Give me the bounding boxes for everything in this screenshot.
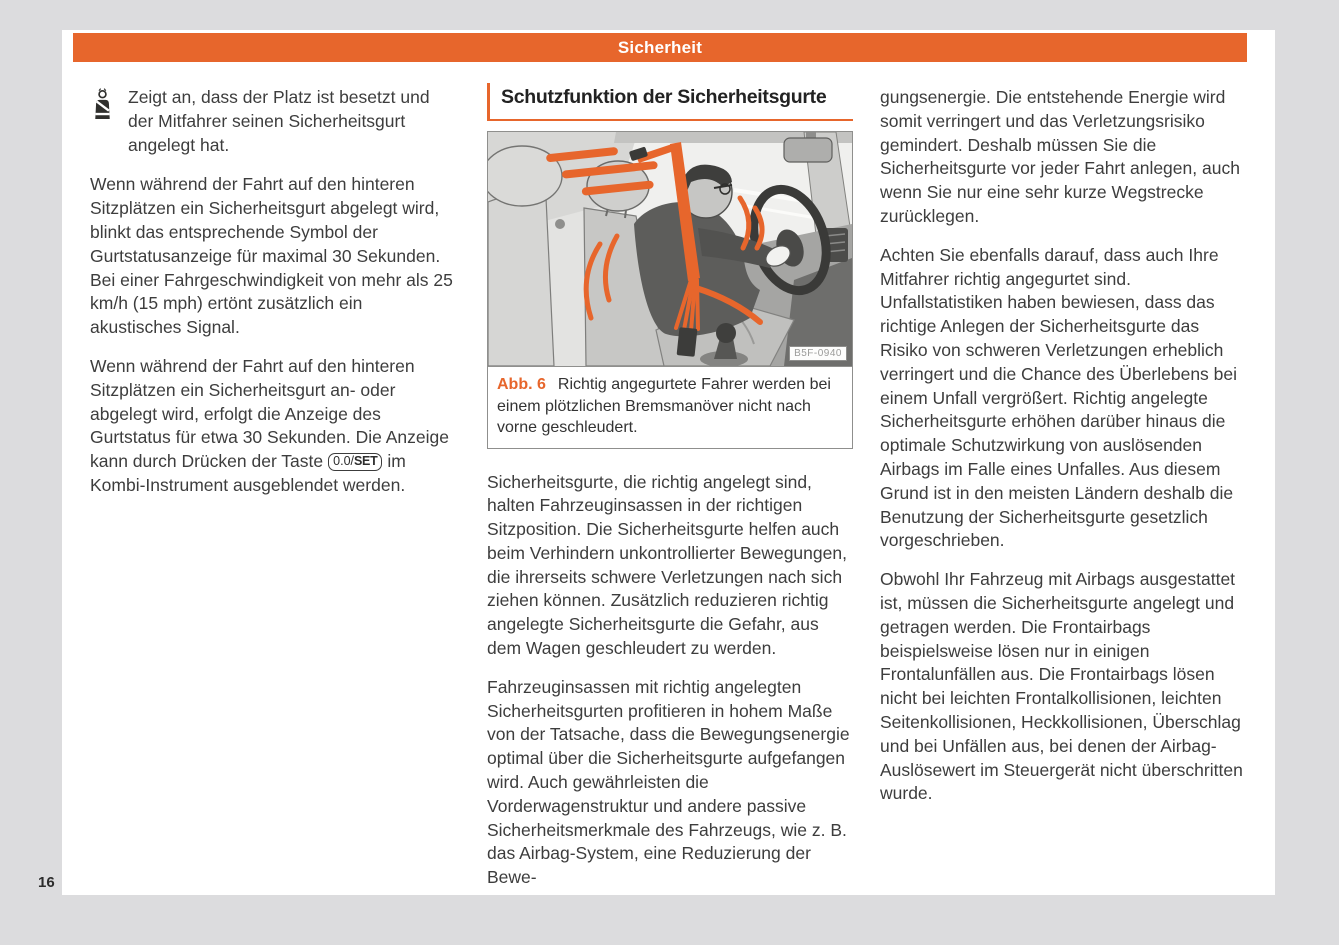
figure-abb-6 bbox=[487, 131, 853, 449]
odometer-button-set-label: SET bbox=[354, 454, 378, 469]
odometer-set-button-symbol bbox=[328, 453, 382, 471]
section-heading-block bbox=[487, 83, 853, 121]
right-paragraph-3: Obwohl Ihr Fahrzeug mit Airbags ausgestattet ist, müssen die Sicherheitsgurte angelegt und getragen werden. Die Frontairbags beispielsweise lösen nur in einigen Frontalunfällen aus. Die Frontairbags lösen nicht bei leichten Frontalkollisionen, leichten Seitenkollisionen, Heckkollisionen, Überschlag und bei Unfällen aus, bei denen der Airbag-Auslösewert im Steuergerät nicht überschritten wurde. bbox=[880, 569, 1243, 804]
manual-page bbox=[62, 30, 1275, 895]
right-paragraph-1: gungsenergie. Die entstehende Energie wird somit verringert und das Verletzungsrisiko gemindert. Deshalb müssen Sie die Sicherheitsgurte vor jeder Fahrt anlegen, auch wenn Sie nur eine sehr kurze Wegstrecke zurücklegen. bbox=[880, 87, 1240, 226]
left-column bbox=[90, 86, 456, 513]
left-paragraph-2 bbox=[90, 355, 456, 498]
right-column bbox=[880, 86, 1247, 821]
figure-label: Abb. 6 bbox=[497, 376, 546, 393]
middle-paragraph-1: Sicherheitsgurte, die richtig angelegt sind, halten Fahrzeuginsassen in der richtigen Sitzposition. Die Sicherheitsgurte helfen auch beim Verhindern unkontrollierter Bewegungen, die ihrerseits schwere Verletzungen nach sich ziehen können. Zusätzlich reduzieren richtig angelegte Sicherheitsgurte die Gefahr, aus dem Wagen geschleudert zu werden. bbox=[487, 471, 847, 659]
left-paragraph-2-after: im Kombi-Instrument ausgeblendet werden. bbox=[90, 451, 406, 495]
seatbelt-indicator-icon bbox=[90, 86, 115, 157]
figure-caption bbox=[488, 367, 852, 448]
seatbelt-status-text: Zeigt an, dass der Platz ist besetzt und der Mitfahrer seinen Sicherheitsgurt angelegt hat. bbox=[128, 87, 430, 155]
chapter-title: Sicherheit bbox=[617, 37, 703, 57]
figure-illustration-driver-seatbelt bbox=[488, 132, 852, 367]
chapter-header-bar bbox=[73, 33, 1247, 62]
odometer-button-prefix: 0.0/ bbox=[333, 454, 354, 469]
figure-caption-text: Richtig angegurtete Fahrer werden bei einem plötzlichen Bremsmanöver nicht nach vorne geschleudert. bbox=[497, 376, 831, 436]
figure-image-code: B5F-0940 bbox=[789, 346, 847, 361]
page-number: 16 bbox=[38, 874, 55, 891]
left-paragraph-1: Wenn während der Fahrt auf den hinteren Sitzplätzen ein Sicherheitsgurt abgelegt wird, blinkt das entsprechende Symbol der Gurtstatusanzeige für maximal 30 Sekunden. Bei einer Fahrgeschwindigkeit von mehr als 25 km/h (15 mph) ertönt zusätzlich ein akustisches Signal. bbox=[90, 174, 453, 338]
left-paragraph-2-before: Wenn während der Fahrt auf den hinteren Sitzplätzen ein Sicherheitsgurt an- oder abgelegt wird, erfolgt die Anzeige des Gurtstatus für etwa 30 Sekunden. Die Anzeige kann durch Drücken der Taste bbox=[90, 355, 449, 472]
figure-frame bbox=[487, 131, 853, 449]
middle-paragraph-2: Fahrzeuginsassen mit richtig angelegten Sicherheitsgurten profitieren in hohem Maße von der Tatsache, dass die Bewegungsenergie optimal über die Sicherheitsgurte aufgefangen wird. Auch gewährleisten die Vorderwagenstruktur und andere passive Sicherheitsmerkmale des Fahrzeugs, wie z. B. das Airbag-System, eine Reduzierung der Bewe- bbox=[487, 676, 850, 888]
middle-column bbox=[487, 83, 853, 905]
section-heading: Schutzfunktion der Sicherheitsgurte bbox=[501, 86, 827, 108]
right-paragraph-2: Achten Sie ebenfalls darauf, dass auch Ihre Mitfahrer richtig angegurtet sind. Unfallstatistiken haben bewiesen, dass das richtige Anlegen der Sicherheitsgurte das Risiko von schweren Verletzungen erheblich verringert und die Chance des Überlebens bei einem Unfall vergrößert. Richtig angelegte Sicherheitsgurte erhöhen darüber hinaus die optimale Schutzwirkung von auslösenden Airbags im Falle eines Unfalles. Aus diesem Grund ist in den meisten Ländern deshalb die Benutzung der Sicherheitsgurte gesetzlich vorgeschrieben. bbox=[880, 244, 1238, 551]
seatbelt-status-item bbox=[90, 86, 456, 157]
